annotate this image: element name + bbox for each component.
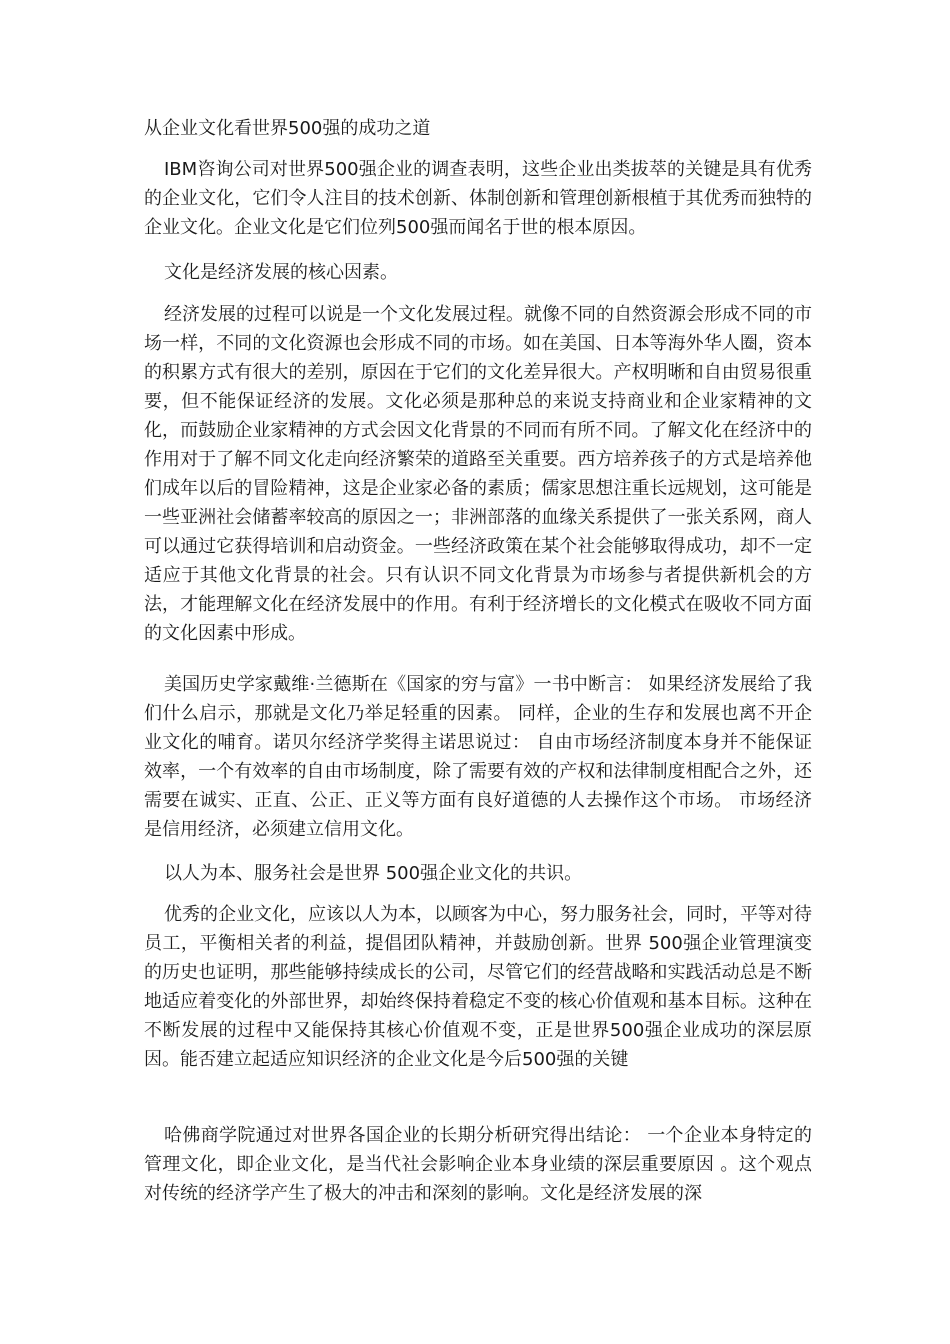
paragraph-ibm-survey: IBM咨询公司对世界500强企业的调查表明，这些企业出类拔萃的关键是具有优秀的企业文化，它们令人注目的技术创新、体制创新和管理创新根植于其优秀而独特的企业文化。企业文化是它们位列500强而闻名于世的根本原因。: [144, 159, 812, 238]
paragraph-people-oriented: 以人为本、服务社会是世界 500强企业文化的共识。: [164, 863, 583, 884]
paragraph-excellent-culture: 优秀的企业文化，应该以人为本，以顾客为中心，努力服务社会，同时，平等对待员工，平衡相关者的利益，提倡团队精神，并鼓励创新。世界 500强企业管理演变的历史也证明，那些能够持续成长的公司，尽管它们的经营战略和实践活动总是不断地适应着变化的外部世界，却始终保持着稳定不变的核心价值观和基本目标。这种在不断发展的过程中又能保持其核心价值观不变，正是世界500强企业成功的深层原因。能否建立起适应知识经济的企业文化是今后500强的关键: [144, 904, 812, 1070]
paragraph-culture-core-factor: 文化是经济发展的核心因素。: [164, 262, 398, 283]
paragraph-economic-development: 经济发展的过程可以说是一个文化发展过程。就像不同的自然资源会形成不同的市场一样，不同的文化资源也会形成不同的市场。如在美国、日本等海外华人圈，资本的积累方式有很大的差别，原因在于它们的文化差异很大。产权明晰和自由贸易很重要，但不能保证经济的发展。文化必须是那种总的来说支持商业和企业家精神的文化，而鼓励企业家精神的方式会因文化背景的不同而有所不同。了解文化在经济中的作用对于了解不同文化走向经济繁荣的道路至关重要。西方培养孩子的方式是培养他们成年以后的冒险精神，这是企业家必备的素质；儒家思想注重长远规划，这可能是一些亚洲社会储蓄率较高的原因之一；非洲部落的血缘关系提供了一张关系网，商人可以通过它获得培训和启动资金。一些经济政策在某个社会能够取得成功，却不一定适应于其他文化背景的社会。只有认识不同文化背景为市场参与者提供新机会的方法，才能理解文化在经济发展中的作用。有利于经济增长的文化模式在吸收不同方面的文化因素中形成。: [144, 304, 812, 644]
paragraph-landes-quote: 美国历史学家戴维·兰德斯在《国家的穷与富》一书中断言： 如果经济发展给了我们什么启示，那就是文化乃举足轻重的因素。 同样，企业的生存和发展也离不开企业文化的哺育。诺贝尔经济学奖得主诺思说过： 自由市场经济制度本身并不能保证效率，一个有效率的自由市场制度，除了需要有效的产权和法律制度相配合之外，还需要在诚实、正直、公正、正义等方面有良好道德的人去操作这个市场。 市场经济是信用经济，必须建立信用文化。: [144, 674, 812, 840]
paragraph-harvard-conclusion: 哈佛商学院通过对世界各国企业的长期分析研究得出结论： 一个企业本身特定的管理文化，即企业文化，是当代社会影响企业本身业绩的深层重要原因 。这个观点对传统的经济学产生了极大的冲击和深刻的影响。文化是经济发展的深: [144, 1125, 812, 1204]
document-title: 从企业文化看世界500强的成功之道: [144, 118, 431, 139]
